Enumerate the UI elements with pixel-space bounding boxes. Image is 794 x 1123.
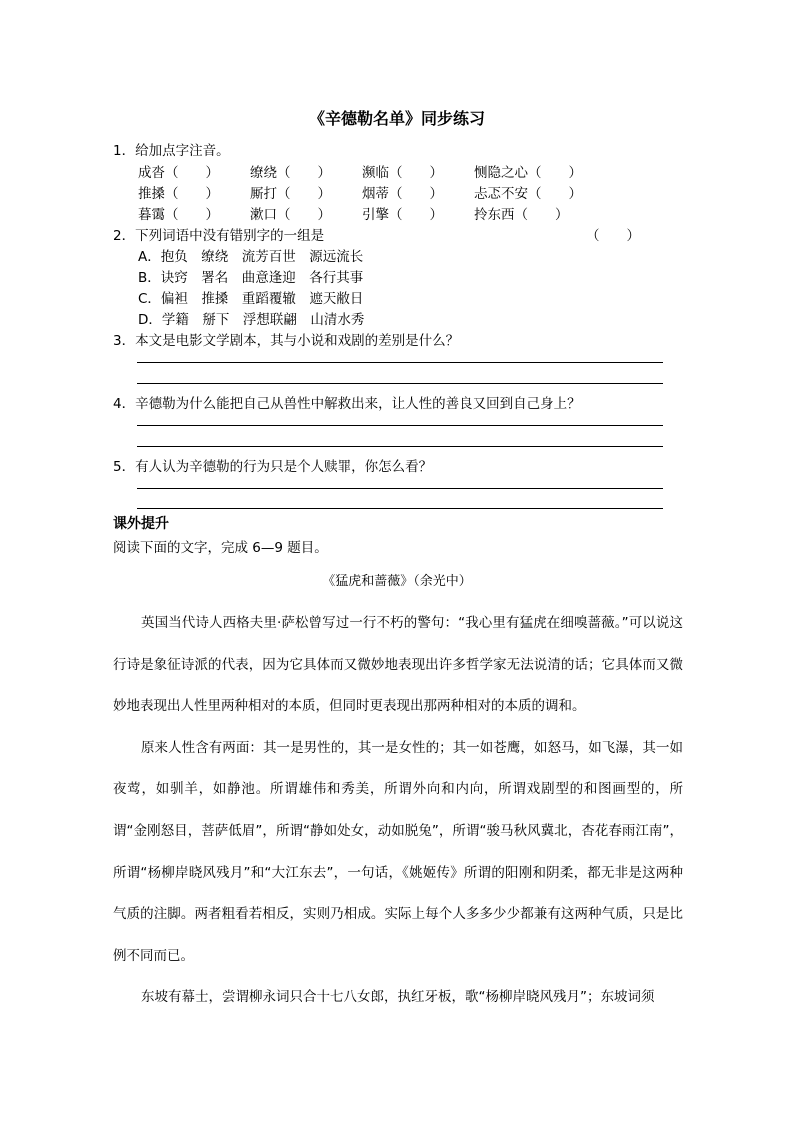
question-2-stem: 2．下列词语中没有错别字的一组是 — [113, 228, 325, 244]
question-5-stem: 5．有人认为辛德勒的行为只是个人赎罪，你怎么看？ — [113, 459, 433, 475]
option-a: A．抱负 缭绕 流芳百世 源远流长 — [138, 249, 364, 265]
pinyin-item: 拎东西（ ） — [474, 207, 569, 223]
passage-body — [113, 603, 683, 1019]
pinyin-item: 推搡（ ） — [138, 186, 219, 202]
pinyin-item: 暮霭（ ） — [138, 207, 219, 223]
answer-line — [137, 383, 663, 384]
question-3-stem: 3．本文是电影文学剧本，其与小说和戏剧的差别是什么？ — [113, 333, 460, 349]
pinyin-item: 忐忑不安（ ） — [474, 186, 582, 202]
answer-line — [137, 362, 663, 363]
pinyin-item: 漱口（ ） — [250, 207, 331, 223]
question-1-stem: 1．给加点字注音。 — [113, 143, 230, 159]
paragraph: 英国当代诗人西格夫里·萨松曾写过一行不朽的警句：“我心里有猛虎在细嗅蔷薇。”可以说这行诗是象征诗派的代表，因为它具体而又微妙地表现出许多哲学家无法说清的话；它具体而又微妙地表现出人性里两种相对的本质，但同时更表现出那两种相对的本质的调和。 — [113, 615, 683, 715]
section-heading: 课外提升 — [113, 516, 169, 532]
answer-bracket: （ ） — [586, 228, 640, 244]
answer-line — [137, 446, 663, 447]
page-title: 《辛德勒名单》同步练习 — [308, 109, 485, 128]
question-4-stem: 4．辛德勒为什么能把自己从兽性中解救出来，让人性的善良又回到自己身上？ — [113, 396, 581, 412]
option-d: D．学籍 掰下 浮想联翩 山清水秀 — [138, 312, 365, 328]
pinyin-item: 成沓（ ） — [138, 165, 219, 181]
answer-line — [137, 488, 663, 489]
answer-line — [137, 425, 663, 426]
option-c: C．偏袒 推搡 重蹈覆辙 遮天敝日 — [138, 291, 364, 307]
pinyin-item: 濒临（ ） — [362, 165, 443, 181]
option-b: B．诀窍 署名 曲意逢迎 各行其事 — [138, 270, 364, 286]
paragraph: 原来人性含有两面：其一是男性的，其一是女性的；其一如苍鹰，如怒马，如飞瀑，其一如夜莺，如驯羊，如静池。所谓雄伟和秀美，所谓外向和内向，所谓戏剧型的和图画型的，所谓“金刚怒目，菩萨低眉”，所谓“静如处女，动如脱兔”，所谓“骏马秋风冀北，杏花春雨江南”，所谓“杨柳岸晓风残月”和“大江东去”，一句话，《姚姬传》所谓的阳刚和阴柔，都无非是这两种气质的注脚。两者粗看若相反，实则乃相成。实际上每个人多多少少都兼有这两种气质，只是比例不同而已。 — [113, 739, 683, 964]
passage-title: 《猛虎和蔷薇》（余光中） — [322, 574, 472, 589]
answer-line — [137, 508, 663, 509]
pinyin-item: 烟蒂（ ） — [362, 186, 443, 202]
pinyin-item: 恻隐之心（ ） — [474, 165, 582, 181]
reading-instruction: 阅读下面的文字，完成 6—9 题目。 — [113, 540, 328, 556]
pinyin-item: 引擎（ ） — [362, 207, 443, 223]
pinyin-item: 厮打（ ） — [250, 186, 331, 202]
paragraph: 东坡有幕士，尝谓柳永词只合十七八女郎，执红牙板，歌“杨柳岸晓风残月”；东坡词须 — [141, 989, 655, 1006]
pinyin-item: 缭绕（ ） — [250, 165, 331, 181]
